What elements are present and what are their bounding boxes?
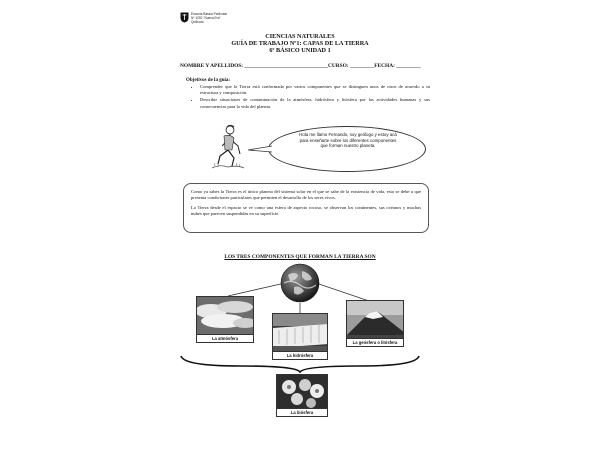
earth-globe-image (280, 263, 320, 303)
volcano-image (347, 301, 404, 340)
geosphere-caption: La geósfera o litósfera (346, 338, 404, 347)
clouds-image (197, 297, 254, 336)
hydrosphere-caption: La hidrósfera (272, 351, 328, 360)
student-info-line: NOMBRE Y APELLIDOS: _______________________________CURSO: _________FECHA: _________ (180, 63, 421, 69)
school-line: Quilicura (191, 20, 204, 24)
flowers-image (277, 375, 328, 410)
guide-title: GUÍA DE TRABAJO Nº1: CAPAS DE LA TIERRA (231, 40, 369, 47)
biosphere-photo (276, 374, 328, 410)
biosphere-caption: La biósfera (276, 408, 328, 417)
objective-item: • Describir situaciones de contaminación de la atmósfera, hidrósfera y litósfera por las actividades humanas y sus consecuencias para la vida del planeta. (200, 97, 430, 109)
grade-title: 6º BÁSICO UNIDAD 1 (269, 47, 331, 54)
speech-bubble-text: Hola me llamo Fernando, soy geólogo y estoy acá para enseñarte sobre los diferentes componentes que forman nuestro planeta. (299, 132, 397, 149)
hydrosphere-photo (272, 313, 328, 355)
atmosphere-photo (196, 296, 254, 336)
objective-item: • Comprender que la Tierra está conformada por varios componentes que se distinguen unos de otros de acuerdo a su estructura y composición. (200, 84, 430, 96)
school-line: Nº 1092 "Nueva Era" (191, 16, 221, 20)
atmosphere-caption: La atmósfera (196, 334, 254, 343)
geosphere-photo (346, 300, 404, 340)
section-title: LOS TRES COMPONENTES QUE FORMAN LA TIERRA SON (224, 254, 376, 260)
info-paragraph: La Tierra desde el espacio se ve como una esfera de aspecto rocoso, se observan los continentes, sus océanos y muchas nubes que parecen suspendidas en su superficie. (191, 205, 421, 216)
school-line: Escuela Básica Particular (191, 12, 228, 16)
waterfall-image (273, 314, 328, 355)
objectives-title: Objetivos de la guía: (186, 78, 231, 83)
subject-title: CIENCIAS NATURALES (265, 33, 335, 40)
info-paragraph: Como ya sabes la Tierra es el único planeta del sistema solar en el que se sabe de la existencia de vida, esto se debe a que presenta condiciones particulares que permiten el desarrollo de los seres vivos. (191, 189, 421, 200)
